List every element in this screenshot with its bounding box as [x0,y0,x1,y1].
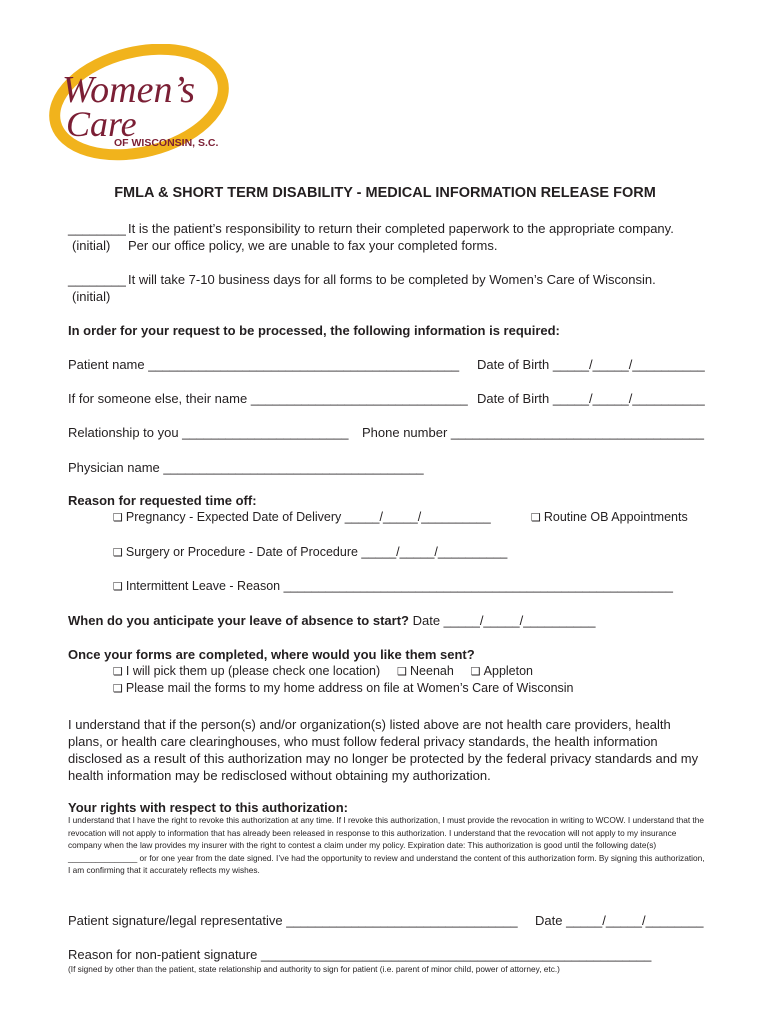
initial-statement-1-line1: It is the patient’s responsibility to return their completed paperwork to the appropriate company. [128,221,674,236]
appleton-label: Appleton [483,664,534,678]
leave-start-question: When do you anticipate your leave of absence to start? [68,613,409,628]
checkbox-icon[interactable]: ❑ [113,665,123,678]
patient-dob-field[interactable]: Date of Birth _____/_____/__________ [477,357,705,372]
intermittent-option[interactable] [113,579,673,593]
pregnancy-option[interactable] [113,510,491,524]
routine-ob-label: Routine OB Appointments [543,510,688,524]
womens-care-logo [44,44,240,164]
checkbox-icon[interactable]: ❑ [113,682,123,695]
physician-name-field[interactable]: Physician name ____________________________________ [68,460,424,475]
initial-label-1: (initial) [72,238,111,253]
surgery-label: Surgery or Procedure - Date of Procedure _____/_____/__________ [125,545,508,559]
initial-statement-1-line2: Per our office policy, we are unable to fax your completed forms. [128,238,498,253]
privacy-paragraph: I understand that if the person(s) and/or organization(s) listed above are not health care providers, health plans, or health care clearinghouses, who must follow federal privacy standards, the health information disclosed as a result of this authorization may no longer be protected by the federal privacy standards and my health information may be redisclosed without obtaining my authorization. [68,717,699,783]
initial-label-2: (initial) [72,289,111,304]
pregnancy-label: Pregnancy - Expected Date of Delivery _____/_____/__________ [125,510,491,524]
initial-blank-1[interactable]: ________ [68,221,126,236]
patient-name-field[interactable]: Patient name ___________________________________________ [68,357,460,372]
other-person-dob-field[interactable]: Date of Birth _____/_____/__________ [477,391,705,406]
checkbox-icon[interactable]: ❑ [113,546,123,559]
checkbox-icon[interactable]: ❑ [531,511,541,524]
leave-start-date-field[interactable]: Date _____/_____/__________ [412,613,596,628]
non-patient-note: (If signed by other than the patient, state relationship and authority to sign for patient (i.e. parent of minor child, power of attorney, etc.) [68,964,560,974]
mail-label: Please mail the forms to my home address on file at Women’s Care of Wisconsin [125,681,574,695]
delivery-mail-row[interactable] [113,681,574,695]
routine-ob-option[interactable] [531,510,688,524]
delivery-question: Once your forms are completed, where would you like them sent? [68,647,475,662]
checkbox-icon[interactable]: ❑ [113,580,123,593]
initial-blank-2[interactable]: ________ [68,272,126,287]
logo-graphic [44,44,240,164]
checkbox-icon[interactable]: ❑ [397,665,408,678]
checkbox-icon[interactable]: ❑ [113,511,123,524]
other-person-name-field[interactable]: If for someone else, their name ______________________________ [68,391,468,406]
rights-text: I understand that I have the right to revoke this authorization at any time. If I revoke this authorization, I must provide the revocation in writing to WCOW. I understand that the revocation will not apply to information that has already been released in response to this authorization. I understand that the revocation will not apply to my insurance company when the law provides my insurer with the right to contest a claim under my policy. Expiration date: This authorization is good until the following date(s) _______________ or for one year from the date signed. I’ve had the opportunity to review and understand the content of this authorization form. By signing this authorization, I am confirming that it accurately reflects my wishes. [68,815,705,876]
delivery-pickup-row [113,664,533,678]
required-heading: In order for your request to be processed, the following information is required: [68,323,560,338]
leave-start-row [68,613,596,628]
neenah-label: Neenah [410,664,454,678]
surgery-option[interactable] [113,545,507,559]
logo-care-text: Care [66,104,137,144]
non-patient-reason-field[interactable]: Reason for non-patient signature ______________________________________________________ [68,947,652,962]
rights-heading: Your rights with respect to this authorization: [68,800,348,815]
relationship-field[interactable]: Relationship to you _______________________ [68,425,349,440]
form-title: FMLA & SHORT TERM DISABILITY - MEDICAL INFORMATION RELEASE FORM [114,185,656,201]
logo-womens-text: Women’s [62,69,196,111]
patient-signature-field[interactable]: Patient signature/legal representative ________________________________ [68,913,518,928]
phone-number-field[interactable]: Phone number ___________________________________ [362,425,704,440]
reason-heading: Reason for requested time off: [68,493,257,508]
checkbox-icon[interactable]: ❑ [470,665,481,678]
pickup-label: I will pick them up (please check one location) [125,664,381,678]
initial-statement-2: It will take 7-10 business days for all forms to be completed by Women’s Care of Wisconsin. [128,272,656,287]
intermittent-label: Intermittent Leave - Reason ________________________________________________________ [125,579,673,593]
signature-date-field[interactable]: Date _____/_____/________ [535,913,704,928]
logo-wisconsin-text: OF WISCONSIN, S.C. [114,137,219,149]
